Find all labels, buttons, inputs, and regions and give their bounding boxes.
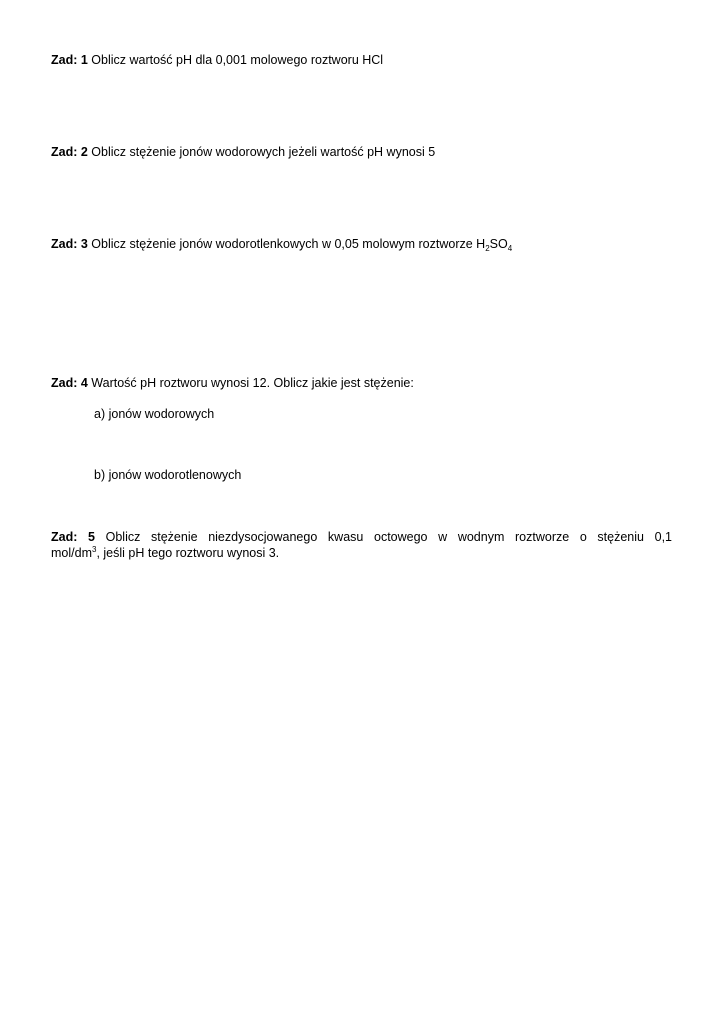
task-5-line-1 [51,529,672,545]
task-4-item-a: a) jonów wodorowych [94,407,215,421]
task-4-label: Zad: 4 [51,376,88,390]
task-2-text: Oblicz stężenie jonów wodorowych jeżeli wartość pH wynosi 5 [87,145,436,159]
task-4-text: Wartość pH roztworu wynosi 12. Oblicz jakie jest stężenie: [87,376,414,390]
task-2 [51,144,435,160]
task-3-text: Oblicz stężenie jonów wodorotlenkowych w 0,05 molowym roztworze H [87,237,486,251]
task-5-label: Zad: 5 [51,530,95,544]
task-5-text-line2: , jeśli pH tego roztworu wynosi 3. [96,546,280,560]
task-3-formula-mid: SO [489,237,508,251]
task-1-text: Oblicz wartość pH dla 0,001 molowego roztworu HCl [87,53,384,67]
task-5-unit-exponent: 3 [91,545,97,554]
task-1-label: Zad: 1 [51,53,88,67]
task-5-unit: mol/dm [51,546,92,560]
task-3-label: Zad: 3 [51,237,88,251]
task-3-formula-sub2: 4 [507,244,513,253]
task-1 [51,52,383,68]
task-4 [51,375,414,391]
task-3 [51,236,512,252]
task-5-line-2 [51,545,279,561]
task-4-item-b: b) jonów wodorotlenowych [94,468,242,482]
task-5-text-line1: Oblicz stężenie niezdysocjowanego kwasu octowego w wodnym roztworze o stężeniu 0,1 [105,530,672,544]
task-3-formula-sub1: 2 [485,244,490,253]
task-2-label: Zad: 2 [51,145,88,159]
